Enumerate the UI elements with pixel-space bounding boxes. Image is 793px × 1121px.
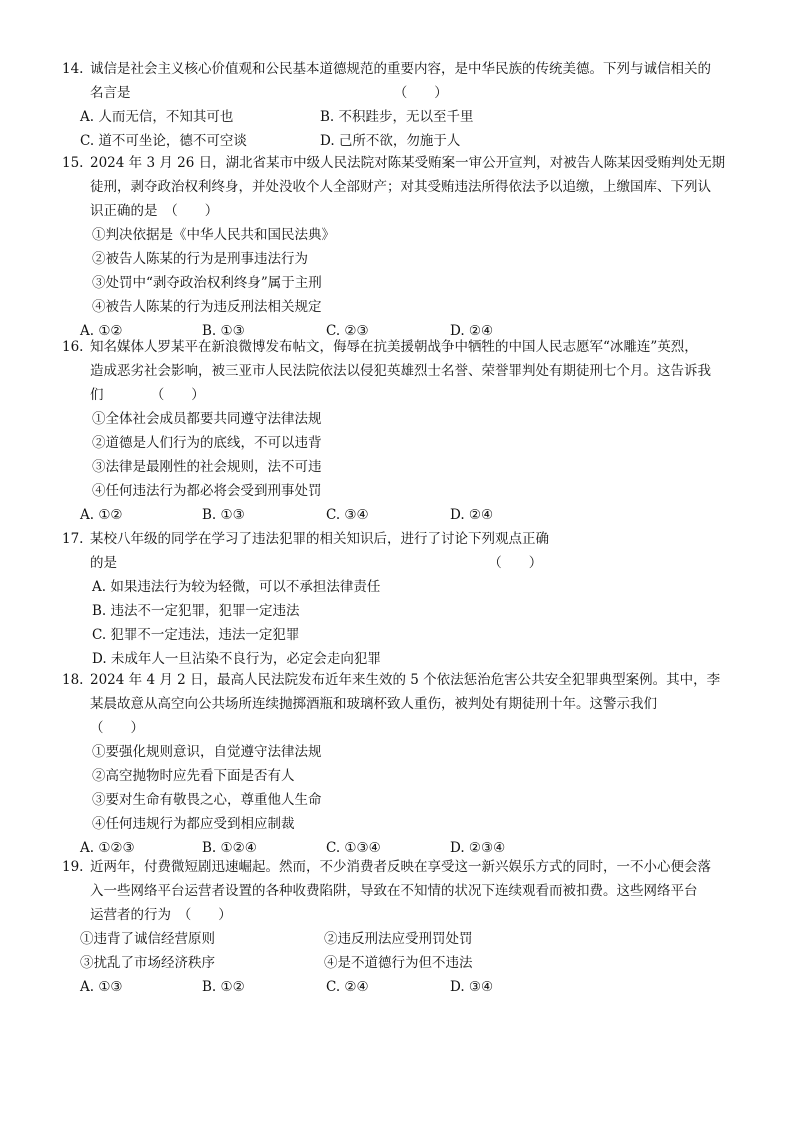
statement-item: ③要对生命有敬畏之心，尊重他人生命: [92, 792, 322, 808]
option-d[interactable]: D. 己所不欲，勿施于人: [320, 133, 461, 149]
option-d[interactable]: D. ②④: [450, 323, 494, 339]
stem-line: 某晨故意从高空向公共场所连续抛掷酒瓶和玻璃杯致人重伤，被判处有期徒刑十年。这警示我们: [90, 696, 657, 712]
option-a[interactable]: A. 人而无信，不知其可也: [80, 109, 234, 125]
statement-item: ②道德是人们行为的底线，不可以违背: [92, 435, 322, 451]
stem-line: 运营者的行为 （ ）: [90, 907, 232, 923]
statement-item: ③法律是最刚性的社会规则，法不可违: [92, 459, 322, 475]
stem-line: 近两年，付费微短剧迅速崛起。然而，不少消费者反映在享受这一新兴娱乐方式的同时，一不小心便会落: [90, 859, 711, 875]
question-17: [62, 527, 742, 671]
question-number: 14.: [62, 61, 84, 77]
question-14: [62, 57, 742, 153]
option-a[interactable]: A. ①②: [80, 323, 123, 339]
option-b[interactable]: B. 违法不一定犯罪，犯罪一定违法: [92, 603, 300, 619]
statement-item: ①判决依据是《中华人民共和国民法典》: [92, 227, 335, 243]
option-c[interactable]: C. 道不可坐论，德不可空谈: [80, 133, 247, 149]
option-a[interactable]: A. 如果违法行为较为轻微，可以不承担法律责任: [92, 579, 381, 595]
stem-line: 名言是 （ ）: [90, 85, 448, 101]
question-stem: [62, 335, 742, 407]
question-number: 16.: [62, 339, 84, 355]
option-a[interactable]: A. ①③: [80, 979, 123, 995]
statement-item: ③处罚中“剥夺政治权利终身”属于主刑: [92, 275, 322, 291]
question-number: 18.: [62, 672, 84, 688]
option-c[interactable]: C. ③④: [326, 507, 369, 523]
question-19: [62, 855, 742, 999]
option-list: [62, 503, 742, 527]
option-c[interactable]: C. ②③: [326, 323, 369, 339]
question-16: [62, 335, 742, 527]
option-c[interactable]: C. ②④: [326, 979, 369, 995]
stem-line: 某校八年级的同学在学习了违法犯罪的相关知识后，进行了讨论下列观点正确: [90, 531, 549, 547]
stem-line: （ ）: [90, 720, 144, 736]
question-stem: [62, 57, 742, 105]
statement-item: ④被告人陈某的行为违反刑法相关规定: [92, 299, 322, 315]
stem-line: 的是 （ ）: [90, 555, 543, 571]
option-list: [62, 105, 742, 153]
stem-line: 诚信是社会主义核心价值观和公民基本道德规范的重要内容，是中华民族的传统美德。下列与诚信相关的: [90, 61, 711, 77]
stem-line: 们 （ ）: [90, 387, 205, 403]
option-c[interactable]: C. 犯罪不一定违法，违法一定犯罪: [92, 627, 300, 643]
question-number: 15.: [62, 155, 84, 171]
question-number: 17.: [62, 531, 84, 547]
question-stem: [62, 668, 742, 740]
statement-item: ②高空抛物时应先看下面是否有人: [92, 768, 295, 784]
statement-item: ④任何违法行为都必将会受到刑事处罚: [92, 483, 322, 499]
stem-line: 识正确的是 （ ）: [90, 203, 219, 219]
statement-item: ①全体社会成员都要共同遵守法律法规: [92, 411, 322, 427]
option-c[interactable]: C. ①③④: [326, 840, 381, 856]
option-d[interactable]: D. 未成年人一旦沾染不良行为，必定会走向犯罪: [92, 651, 381, 667]
option-b[interactable]: B. ①②④: [202, 840, 257, 856]
option-d[interactable]: D. ②③④: [450, 840, 506, 856]
statement-item: ③扰乱了市场经济秩序: [80, 955, 215, 971]
stem-line: 造成恶劣社会影响，被三亚市人民法院依法以侵犯英雄烈士名誉、荣誉罪判处有期徒刑七个月。这告诉我: [90, 363, 711, 379]
option-d[interactable]: D. ②④: [450, 507, 494, 523]
option-b[interactable]: B. 不积跬步，无以至千里: [320, 109, 474, 125]
option-a[interactable]: A. ①②: [80, 507, 123, 523]
stem-line: 徒刑，剥夺政治权利终身，并处没收个人全部财产；对其受贿违法所得依法予以追缴，上缴国库、下列认: [90, 179, 711, 195]
question-number: 19.: [62, 859, 84, 875]
question-stem: [62, 855, 742, 927]
statement-item: ④是不道德行为但不违法: [324, 955, 473, 971]
option-b[interactable]: B. ①③: [202, 323, 245, 339]
statement-list: [62, 927, 742, 975]
option-b[interactable]: B. ①③: [202, 507, 245, 523]
statement-item: ①违背了诚信经营原则: [80, 931, 215, 947]
option-d[interactable]: D. ③④: [450, 979, 494, 995]
question-18: [62, 668, 742, 860]
option-a[interactable]: A. ①②③: [80, 840, 135, 856]
statement-item: ④任何违规行为都应受到相应制裁: [92, 816, 295, 832]
statement-item: ②被告人陈某的行为是刑事违法行为: [92, 251, 308, 267]
option-list: [62, 975, 742, 999]
question-15: [62, 151, 742, 343]
statement-item: ①要强化规则意识，自觉遵守法律法规: [92, 744, 322, 760]
question-stem: [62, 527, 742, 575]
stem-line: 入一些网络平台运营者设置的各种收费陷阱，导致在不知情的状况下连续观看而被扣费。这些网络平台: [90, 883, 698, 899]
option-b[interactable]: B. ①②: [202, 979, 245, 995]
statement-item: ②违反刑法应受刑罚处罚: [324, 931, 473, 947]
question-stem: [62, 151, 742, 223]
stem-line: 2024 年 3 月 26 日，湖北省某市中级人民法院对陈某受贿案一审公开宣判，对被告人陈某因受贿判处无期: [90, 155, 726, 171]
stem-line: 知名媒体人罗某平在新浪微博发布帖文，侮辱在抗美援朝战争中牺牲的中国人民志愿军“冰雕连”英烈，: [90, 339, 698, 355]
stem-line: 2024 年 4 月 2 日，最高人民法院发布近年来生效的 5 个依法惩治危害公共安全犯罪典型案例。其中，李: [90, 672, 721, 688]
